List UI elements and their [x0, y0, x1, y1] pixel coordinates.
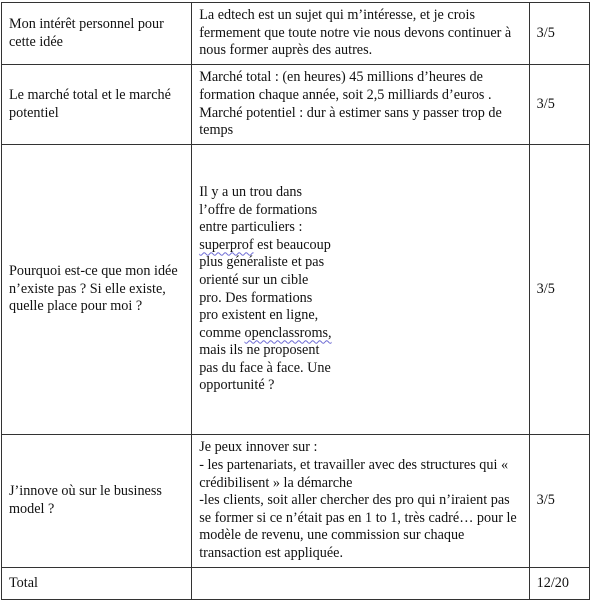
description-part: est beaucoup plus généraliste et pas orienté sur un cible pro. Des formations pro existent en ligne, comme [199, 236, 331, 341]
description-cell [192, 3, 529, 65]
table-row [2, 145, 590, 435]
description-cell [192, 435, 529, 568]
score-cell: 3/5 [529, 65, 589, 145]
description-cell [192, 568, 529, 600]
spellcheck-word: superprof [199, 236, 254, 253]
description-part: Il y a un trou dans l’offre de formations entre particuliers : [199, 183, 318, 236]
description-text: Je peux innover sur : [199, 439, 318, 456]
table-row [2, 65, 590, 145]
spellcheck-word: openclassroms, [244, 324, 332, 341]
table-row [2, 3, 590, 65]
total-row [2, 568, 590, 600]
description-text: Marché potentiel : dur à estimer sans y passer trop de temps [199, 104, 502, 139]
score-cell: 3/5 [529, 3, 589, 65]
score-cell: 3/5 [529, 435, 589, 568]
description-text [199, 184, 334, 395]
total-score: 12/20 [529, 568, 589, 600]
description-text: -les clients, soit aller chercher des pro qui n’iraient pas se former si ce n’était pas en 1 to 1, très cadré… pour le modèle de revenu, une commission sur chaque transaction est appliquée. [199, 492, 517, 561]
table-row [2, 435, 590, 568]
criterion-cell: Pourquoi est-ce que mon idée n’existe pas ? Si elle existe, quelle place pour moi ? [2, 145, 192, 435]
description-text: La edtech est un sujet qui m’intéresse, et je crois fermement que toute notre vie nous devons continuer à nous former auprès des autres. [199, 7, 512, 59]
evaluation-table [1, 2, 590, 600]
description-text: Marché total : (en heures) 45 millions d’heures de formation chaque année, soit 2,5 milliards d’euros . [199, 69, 492, 103]
criterion-cell: Le marché total et le marché potentiel [2, 65, 192, 145]
criterion-cell: J’innove où sur le business model ? [2, 435, 192, 568]
score-cell: 3/5 [529, 145, 589, 435]
description-cell [192, 65, 529, 145]
total-label: Total [2, 568, 192, 600]
description-cell [192, 145, 529, 435]
description-part: mais ils ne proposent pas du face à face. Une opportunité ? [199, 342, 331, 394]
criterion-cell: Mon intérêt personnel pour cette idée [2, 3, 192, 65]
description-text: - les partenariats, et travailler avec des structures qui « crédibilisent » la démarche [199, 457, 509, 491]
